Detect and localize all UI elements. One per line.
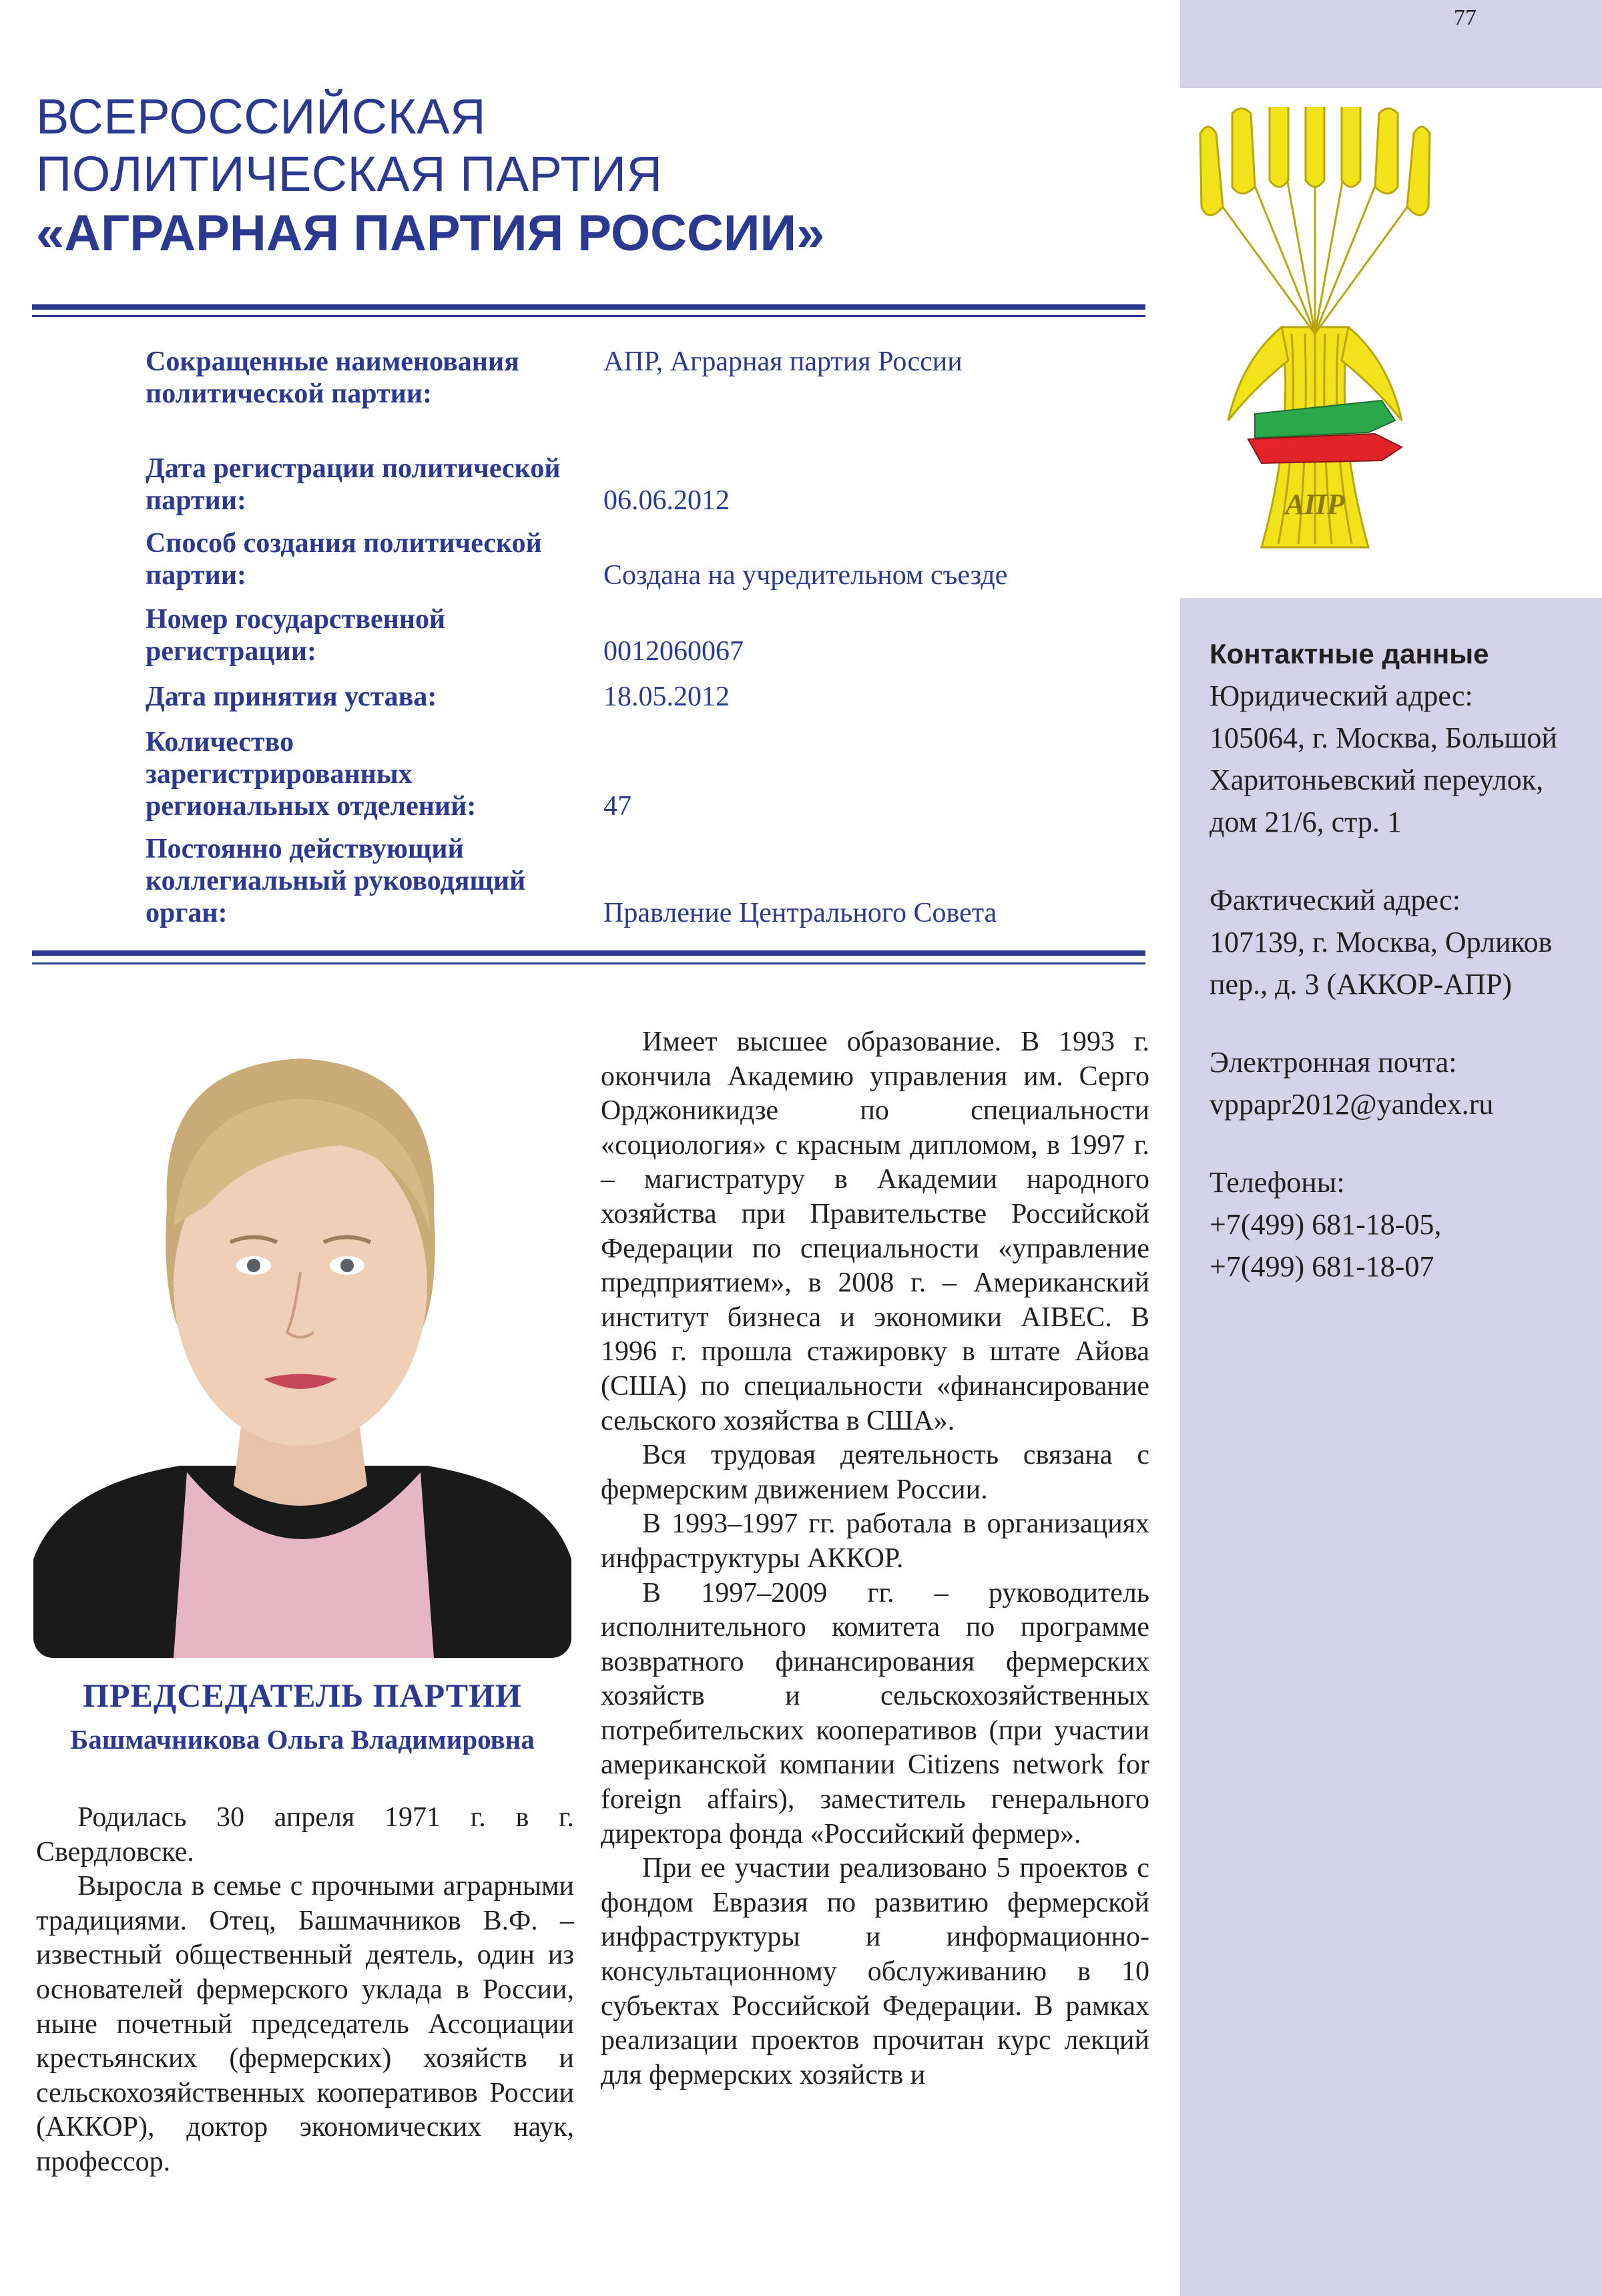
info-label: Постоянно действующий коллегиальный руководящий орган:	[146, 834, 526, 928]
actual-address-label: Фактический адрес:	[1210, 884, 1460, 916]
bio-paragraph: В 1997–2009 гг. – руководитель исполнительного комитета по программе возвратного финансирования фермерских хозяйств и сельскохозяйственных потребительских кооперативов (при участии американской компании Citizens network for foreign affairs), заместитель генерального директора фонда «Российский фермер».	[601, 1577, 1149, 1849]
bio-paragraph: Выросла в семье с прочными аграрными традициями. Отец, Башмачников В.Ф. – известный общественный деятель, один из основателей фермерского уклада в России, ныне почетный председатель Ассоциации крестьянских (фермерских) хозяйств и сельскохозяйственных кооперативов России (АККОР), доктор экономических наук, профессор.	[36, 1871, 574, 2177]
title-line-1: ВСЕРОССИЙСКАЯ	[36, 89, 487, 144]
info-label: Дата регистрации политической партии:	[146, 453, 561, 516]
info-label: Номер государственной регистрации:	[146, 604, 446, 667]
sidebar-top-band	[1180, 0, 1602, 88]
title-line-2: ПОЛИТИЧЕСКАЯ ПАРТИЯ	[36, 146, 663, 202]
contacts-title: Контактные данные	[1210, 638, 1489, 669]
info-label: Количество зарегистрированных региональных отделений:	[146, 727, 477, 822]
chairman-title: ПРЕДСЕДАТЕЛЬ ПАРТИИ	[83, 1677, 522, 1714]
bio-paragraph: Вся трудовая деятельность связана с фермерским движением России.	[601, 1440, 1149, 1505]
divider-top-thin	[32, 315, 1145, 317]
bio-paragraph: Имеет высшее образование. В 1993 г. окончила Академию управления им. Серго Орджоникидзе по специальности «социология» с красным дипломом, в 1997 г. – магистратуру в Академии народного хозяйства при Правительстве Российской Федерации по специальности «управление предприятием», в 2008 г. – Американский институт бизнеса и экономики AIBEC. В 1996 г. прошла стажировку в штате Айова (США) по специальности «финансирование сельского хозяйства в США».	[601, 1027, 1149, 1436]
info-value: 18.05.2012	[603, 681, 730, 712]
party-emblem	[1181, 107, 1446, 574]
info-label: Дата принятия устава:	[146, 681, 437, 712]
email-address: vppapr2012@yandex.ru	[1210, 1088, 1494, 1121]
divider-bottom-thick	[32, 950, 1145, 956]
title-line-3: «АГРАРНАЯ ПАРТИЯ РОССИИ»	[36, 205, 825, 262]
portrait-illustration	[33, 1005, 571, 1658]
info-value: АПР, Аграрная партия России	[603, 346, 963, 377]
info-value: 0012060067	[603, 636, 744, 667]
phone-number: +7(499) 681-18-07	[1210, 1250, 1434, 1283]
divider-bottom-thin	[32, 962, 1145, 964]
info-label: Сокращенные наименования политической партии:	[146, 346, 519, 409]
divider-top-thick	[32, 304, 1145, 310]
info-value: Правление Центрального Совета	[603, 898, 997, 928]
info-value: 06.06.2012	[603, 485, 730, 516]
contacts-block	[1210, 633, 1583, 1287]
chairman-photo	[33, 1005, 571, 1658]
chairman-name: Башмачникова Ольга Владимировна	[70, 1724, 535, 1755]
wheat-sheaf-icon	[1181, 107, 1446, 574]
biography-column-right	[601, 1025, 1149, 2092]
phones-label: Телефоны:	[1210, 1166, 1345, 1199]
info-label: Способ создания политической партии:	[146, 528, 542, 591]
legal-address: 105064, г. Москва, Большой Харитоньевский переулок, дом 21/6, стр. 1	[1210, 722, 1557, 838]
biography-column-left	[36, 1801, 574, 2180]
bio-paragraph: В 1993–1997 гг. работала в организациях инфраструктуры АККОР.	[601, 1508, 1149, 1574]
phone-number: +7(499) 681-18-05,	[1210, 1208, 1442, 1241]
actual-address: 107139, г. Москва, Орликов пер., д. 3 (АККОР-АПР)	[1210, 926, 1553, 1000]
page-number: 77	[1454, 5, 1477, 30]
info-value: Создана на учредительном съезде	[603, 560, 1008, 591]
emblem-text: АПР	[1285, 488, 1345, 521]
page-title	[36, 88, 1144, 264]
bio-paragraph: Родилась 30 апреля 1971 г. в г. Свердловске.	[36, 1802, 574, 1868]
email-label: Электронная почта:	[1210, 1046, 1457, 1079]
legal-address-label: Юридический адрес:	[1210, 679, 1473, 712]
info-value: 47	[603, 791, 631, 822]
bio-paragraph: При ее участии реализовано 5 проектов с фондом Евразия по развитию фермерской инфраструктуры и информационно-консультационному обслуживанию в 10 субъектах Российской Федерации. В рамках реализации проектов прочитан курс лекций для фермерских хозяйств и	[601, 1853, 1149, 2090]
